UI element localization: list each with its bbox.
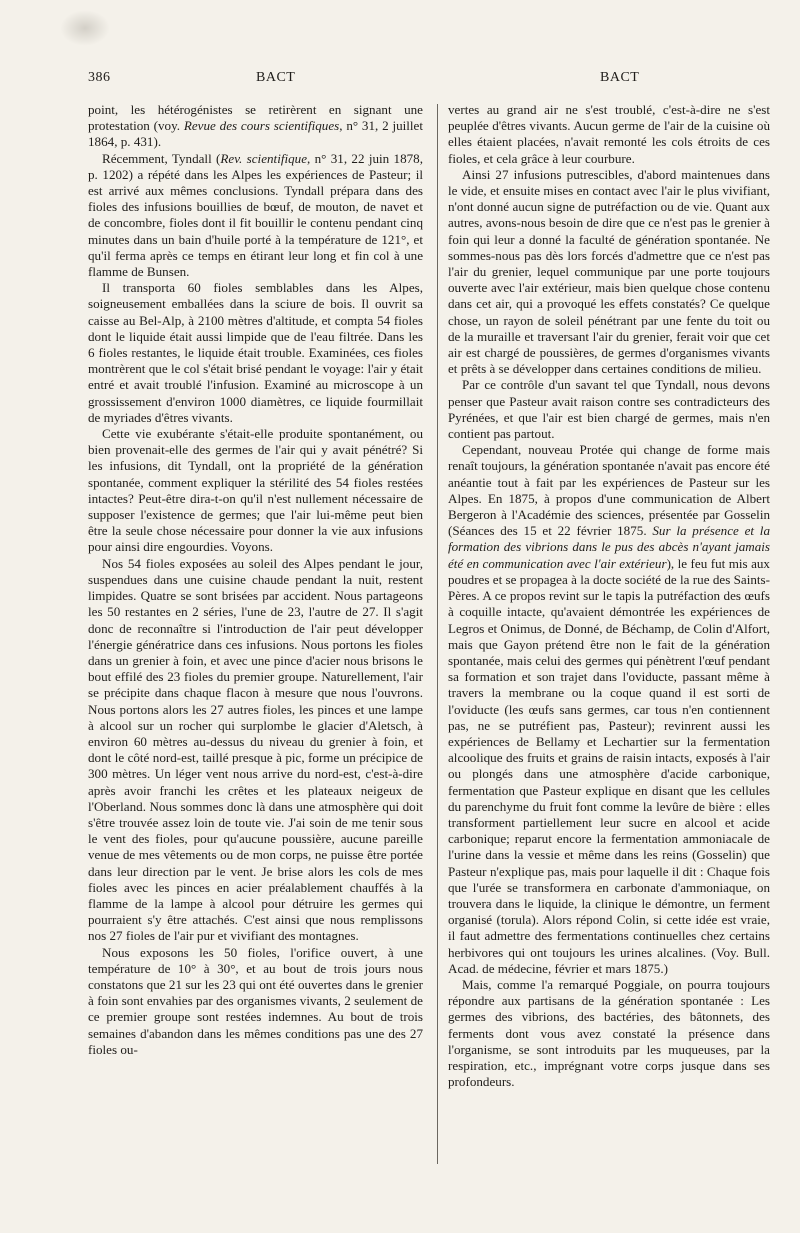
paragraph [448, 377, 770, 442]
column-divider [437, 104, 438, 1164]
paragraph-text: Cette vie exubérante s'était-elle produite spontanément, ou bien provenait-elle des germes de l'air qui y avait pénétré? Si les infusions, dit Tyndall, ont la propriété de la génération spontanée, comment expliquer la stérilité des 54 fioles restées intactes? Peut-être dira-t-on qu'il n'est nullement nécessaire de supposer l'existence de germes; que l'air lui-même peut bien être la seule chose nécessaire pour donner la vie aux infusions pour ainsi dire engourdies. Voyons. [88, 426, 423, 555]
italic-citation: Revue des cours scientifiques [183, 118, 340, 134]
paragraph-text-cont: ), le feu fut mis aux poudres et se propagea à la docte société de la rue des Saints-Pères. A ce propos revint sur le tapis la putréfaction des œufs à coquille intacte, qu'avaient démontrée les expériences de Legros et Onimus, de Donné, de Béchamp, de Colin d'Alfort, mais que Gayon prétend être non le fait de la génération spontanée, mais celui des germes qui pénètrent l'œuf pendant sa formation et son trajet dans l'oviducte, passant même à travers la membrane ou la coque quand il est sorti de l'oviducte (les œufs sans germes, car tous n'en contiennent pas, ne se putréfient pas, Pasteur); revinrent aussi les expériences de Bellamy et Lechartier sur la fermentation alcoolique des fruits et grains de raisin intacts, exposés à l'air ou plongés dans une atmosphère d'acide carbonique, fermentation que Pasteur explique en disant que les cellules du parenchyme du fruit font comme la levûre de bière : elles transforment partiellement leur sucre en alcool et acide carbonique; reparut encore la fermentation ammoniacale de l'urine dans la vessie et même dans les reins (Gosselin) que Pasteur n'explique pas, mais pour laquelle il dit : Chaque fois que l'urée se transformera en carbonate d'ammoniaque, on trouvera dans le liquide, la clinique le démontre, un ferment organisé (torula). Alors répond Colin, si cette idée est vraie, il faut admettre des fermentations continuelles chez certains herbivores qui ont toujours les urines alcalines. (Voy. Bull. Acad. de médecine, février et mars 1875.) [448, 555, 770, 976]
paragraph [448, 102, 770, 167]
paragraph-text: Récemment, Tyndall ( [102, 150, 221, 166]
right-running-head: BACT [600, 70, 640, 85]
paragraph-text: Nos 54 fioles exposées au soleil des Alpes pendant le jour, suspendues dans une cuisine chaude pendant la nuit, restent limpides. Quatre se sont brisées par accident. Nous partageons les 50 restantes en 2 séries, l'une de 23, l'autre de 27. Il s'agit donc de reconnaître si l'introduction de l'air peut développer l'énergie génératrice dans ces infusions. Nous portons les fioles dans un grenier à foin, et avec une pince d'acier nous brisons le bout effilé des 23 fioles du premier groupe. Naturellement, l'air se précipite dans chaque flacon à mesure que nous l'ouvrons. Nous portons alors les 27 autres fioles, les pinces et une lampe à alcool sur un rocher qui surplombe le glacier d'Aletsch, à environ 60 mètres au-dessus du niveau du grenier à foin, et dont le côté nord-est, taillé presque à pic, forme un précipice de 300 mètres. Un léger vent nous arrive du nord-est, c'est-à-dire après avoir franchi les crêtes et les plateaux neigeux de l'Oberland. Nous sommes donc là dans une atmosphère qui doit s'être trouvée assez loin de toute vie. J'ai soin de me tenir sous le vent des fioles, pour qu'aucune poussière, aucune pareille venue de mes vêtements ou de mon corps, ne puisse être portée dans leur direction par le vent. Je brise alors les cols de mes fioles avec les pinces en acier préalablement chauffés à la flamme de la lampe à alcool pour détruire les germes qui pourraient s'y être attachés. C'est ainsi que nous remplissons nos 27 fioles de l'air pur et vivifiant des montagnes. [88, 555, 423, 944]
paragraph-text: Nous exposons les 50 fioles, l'orifice ouvert, à une température de 10° à 30°, et au bout de trois jours nous constatons que 21 sur les 23 qui ont été ouvertes dans le grenier à foin sont envahies par des organismes vivants, 2 seulement de ce premier groupe sont restées indemnes. Au bout de trois semaines d'abandon dans les mêmes conditions pas une des 27 fioles ou- [88, 944, 423, 1057]
italic-citation: Rev. scientifique [220, 150, 308, 166]
paragraph [88, 426, 423, 556]
page-header [88, 70, 768, 94]
paragraph [88, 945, 423, 1058]
paragraph [448, 977, 770, 1090]
paragraph [88, 280, 423, 426]
paragraph [448, 167, 770, 378]
paragraph [88, 556, 423, 945]
page-number: 386 [88, 70, 111, 85]
paragraph [88, 151, 423, 281]
paragraph-text: Mais, comme l'a remarqué Poggiale, on pourra toujours répondre aux partisans de la génération spontanée : Les germes des vibrions, des bactéries, des bâtonnets, des ferments dont vous avez constaté la présence dans l'organisme, se sont introduits par les muqueuses, par la respiration, etc., imprégnant votre corps jusque dans ses profondeurs. [448, 976, 770, 1090]
paragraph-text: Ainsi 27 infusions putrescibles, d'abord maintenues dans le vide, et ensuite mises en contact avec l'air le plus vivifiant, n'ont donné aucun signe de putréfaction ou de vie. Quant aux autres, avons-nous besoin de dire que ce n'est pas le grenier à foin qui leur a donné la faculté de génération spontanée. Ne sommes-nous pas dès lors forcés d'admettre que ce n'est pas l'air du grenier, lequel communique par une porte toujours ouverte avec l'air extérieur, mais bien quelque chose contenu dans cet air, qui a provoqué les effets constatés? Ce quelque chose, un rayon de soleil pénétrant par une fente du toit ou de la muraille et traversant l'air du grenier, ferait voir que cet air est chargé de poussières, de germes d'organismes vivants et prêts à se développer dans certaines conditions de milieu. [448, 166, 770, 377]
paragraph-text: vertes au grand air ne s'est troublé, c'est-à-dire ne s'est peuplée d'êtres vivants. Aucun germe de l'air de la cuisine où elles étaient placées, n'avait remonté les cols étroits de ces fioles, et cela grâce à leur courbure. [448, 102, 770, 166]
right-text-column [448, 102, 770, 1090]
paragraph [88, 102, 423, 151]
paragraph-text-cont: , n° 31, 22 juin 1878, p. 1202) a répété dans les Alpes les expériences de Pasteur; il est arrivé aux mêmes conclusions. Tyndall prépara dans des fioles des infusions bouillies de bœuf, de mouton, de navet et de concombre, fioles dont il fit bouillir le contenu pendant cinq minutes dans un bain d'huile porté à la température de 121°, et qu'il ferma après ce temps en étirant leur long et fin col à une flamme de Bunsen. [88, 150, 423, 280]
paragraph-text: Il transporta 60 fioles semblables dans les Alpes, soigneusement emballées dans la sciure de bois. Il ouvrit sa caisse au Bel-Alp, à 2100 mètres d'altitude, et compta 54 fioles dont le liquide était aussi limpide que de l'eau filtrée. Dans les 6 fioles restantes, le liquide était trouble. Examinées, ces fioles montrèrent que le col s'était brisé pendant le voyage: l'air y était entré et avait troublé l'infusion. Examiné au microscope à un grossissement d'environ 1000 diamètres, ce liquide fourmillait de myriades d'êtres vivants. [88, 280, 423, 425]
scan-smudge [60, 10, 110, 46]
paragraph [448, 442, 770, 977]
paragraph-text-cont: , n° 31, 2 juillet 1864, p. 431). [88, 118, 423, 150]
left-text-column [88, 102, 423, 1058]
left-running-head: BACT [256, 70, 296, 85]
italic-citation: Sur la présence et la formation des vibrions dans le pus des abcès n'ayant jamais été en communication avec l'air extérieur [448, 523, 770, 571]
paragraph-text: Cependant, nouveau Protée qui change de forme mais renaît toujours, la génération spontanée n'avait pas encore été anéantie tout à fait par les expériences de Pasteur sur les Alpes. En 1875, à propos d'une communication de Albert Bergeron à l'Académie des sciences, présentée par Gosselin (Séances des 15 et 22 février 1875. [448, 442, 770, 539]
paragraph-text: Par ce contrôle d'un savant tel que Tyndall, nous devons penser que Pasteur avait raison contre ses contradicteurs des Pyrénées, et que l'air est bien chargé de germes, mais n'en contient pas partout. [448, 377, 770, 442]
paragraph-text: point, les hétérogénistes se retirèrent en signant une protestation (voy. [88, 102, 423, 134]
